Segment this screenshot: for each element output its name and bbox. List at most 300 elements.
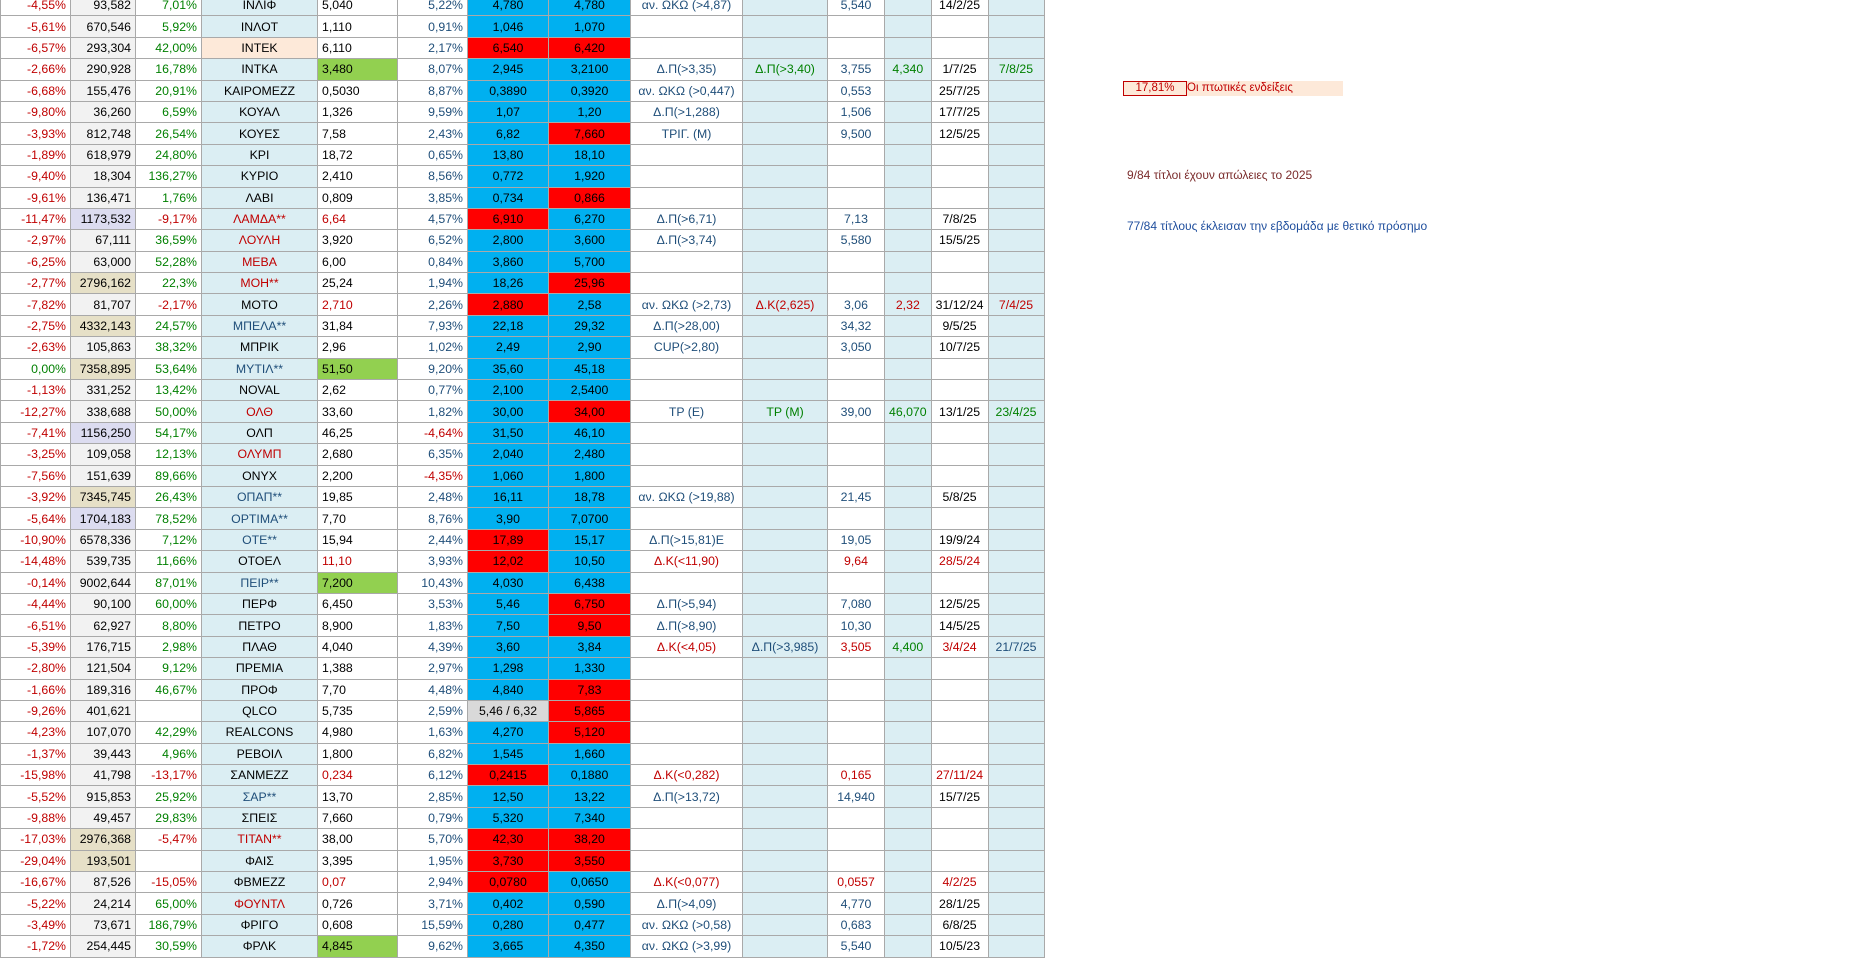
ytd-change-cell[interactable]: -3,49% [1, 914, 71, 935]
pattern-cell[interactable]: Δ.Π(>6,71) [631, 208, 743, 229]
pattern-cell[interactable]: Δ.Π(>28,00) [631, 315, 743, 336]
year-return-cell[interactable]: -2,17% [136, 294, 202, 315]
pattern2-cell[interactable] [743, 80, 828, 101]
pattern2-cell[interactable] [743, 936, 828, 957]
target-cell[interactable]: 7,080 [828, 593, 885, 614]
date2-cell[interactable] [988, 850, 1044, 871]
date-cell[interactable]: 5/8/25 [931, 486, 988, 507]
pattern-cell[interactable]: Δ.Κ(<0,282) [631, 765, 743, 786]
ticker-cell[interactable]: ΜΟΗ** [202, 273, 318, 294]
week-change-cell[interactable]: 1,63% [398, 722, 468, 743]
ytd-change-cell[interactable]: -7,41% [1, 422, 71, 443]
target-cell[interactable]: 3,050 [828, 337, 885, 358]
target2-cell[interactable] [885, 208, 932, 229]
pattern-cell[interactable] [631, 700, 743, 721]
resistance-cell[interactable]: 7,340 [549, 807, 631, 828]
year-return-cell[interactable] [136, 850, 202, 871]
pattern-cell[interactable]: αν. ΩΚΩ (>0,447) [631, 80, 743, 101]
date-cell[interactable]: 15/5/25 [931, 230, 988, 251]
target2-cell[interactable] [885, 465, 932, 486]
close-price-cell[interactable]: 11,10 [318, 551, 398, 572]
resistance-cell[interactable]: 18,78 [549, 486, 631, 507]
date2-cell[interactable] [988, 444, 1044, 465]
year-return-cell[interactable]: 89,66% [136, 465, 202, 486]
resistance-cell[interactable]: 0,0650 [549, 872, 631, 893]
close-price-cell[interactable]: 0,07 [318, 872, 398, 893]
year-return-cell[interactable]: -15,05% [136, 872, 202, 893]
target-cell[interactable] [828, 422, 885, 443]
year-return-cell[interactable]: 36,59% [136, 230, 202, 251]
year-return-cell[interactable]: 7,01% [136, 0, 202, 16]
year-return-cell[interactable]: -13,17% [136, 765, 202, 786]
pattern2-cell[interactable] [743, 444, 828, 465]
support-cell[interactable]: 6,910 [468, 208, 549, 229]
resistance-cell[interactable]: 0,866 [549, 187, 631, 208]
target-cell[interactable]: 19,05 [828, 529, 885, 550]
volume-cell[interactable]: 915,853 [71, 786, 136, 807]
pattern2-cell[interactable] [743, 208, 828, 229]
ytd-change-cell[interactable]: -1,72% [1, 936, 71, 957]
date-cell[interactable] [931, 658, 988, 679]
pattern-cell[interactable]: ΤΡ (Ε) [631, 401, 743, 422]
pattern2-cell[interactable] [743, 144, 828, 165]
resistance-cell[interactable]: 7,660 [549, 123, 631, 144]
ytd-change-cell[interactable]: -0,14% [1, 572, 71, 593]
date2-cell[interactable] [988, 829, 1044, 850]
ticker-cell[interactable]: ΛΟΥΛΗ [202, 230, 318, 251]
date2-cell[interactable] [988, 337, 1044, 358]
year-return-cell[interactable]: 1,76% [136, 187, 202, 208]
support-cell[interactable]: 35,60 [468, 358, 549, 379]
target2-cell[interactable] [885, 700, 932, 721]
pattern2-cell[interactable] [743, 658, 828, 679]
support-cell[interactable]: 3,730 [468, 850, 549, 871]
year-return-cell[interactable]: 22,3% [136, 273, 202, 294]
target-cell[interactable]: 14,940 [828, 786, 885, 807]
volume-cell[interactable]: 7358,895 [71, 358, 136, 379]
target2-cell[interactable] [885, 658, 932, 679]
target-cell[interactable] [828, 508, 885, 529]
year-return-cell[interactable]: -5,47% [136, 829, 202, 850]
pattern-cell[interactable]: Δ.Π(>8,90) [631, 615, 743, 636]
volume-cell[interactable]: 2976,368 [71, 829, 136, 850]
target-cell[interactable] [828, 722, 885, 743]
pattern2-cell[interactable] [743, 722, 828, 743]
close-price-cell[interactable]: 2,96 [318, 337, 398, 358]
year-return-cell[interactable]: 52,28% [136, 251, 202, 272]
target-cell[interactable]: 5,580 [828, 230, 885, 251]
support-cell[interactable]: 5,46 / 6,32 [468, 700, 549, 721]
volume-cell[interactable]: 67,111 [71, 230, 136, 251]
date-cell[interactable] [931, 850, 988, 871]
support-cell[interactable]: 5,46 [468, 593, 549, 614]
week-change-cell[interactable]: 1,83% [398, 615, 468, 636]
close-price-cell[interactable]: 6,110 [318, 37, 398, 58]
ytd-change-cell[interactable]: -14,48% [1, 551, 71, 572]
ytd-change-cell[interactable]: -9,80% [1, 101, 71, 122]
resistance-cell[interactable]: 7,0700 [549, 508, 631, 529]
week-change-cell[interactable]: 6,12% [398, 765, 468, 786]
pattern2-cell[interactable] [743, 872, 828, 893]
date-cell[interactable] [931, 380, 988, 401]
date2-cell[interactable] [988, 658, 1044, 679]
date2-cell[interactable] [988, 679, 1044, 700]
year-return-cell[interactable]: 30,59% [136, 936, 202, 957]
week-change-cell[interactable]: 4,48% [398, 679, 468, 700]
target-cell[interactable]: 3,06 [828, 294, 885, 315]
year-return-cell[interactable]: 50,00% [136, 401, 202, 422]
ytd-change-cell[interactable]: -6,68% [1, 80, 71, 101]
resistance-cell[interactable]: 6,750 [549, 593, 631, 614]
pattern-cell[interactable]: Δ.Π(>4,09) [631, 893, 743, 914]
close-price-cell[interactable]: 3,920 [318, 230, 398, 251]
target-cell[interactable] [828, 251, 885, 272]
target-cell[interactable]: 0,553 [828, 80, 885, 101]
date2-cell[interactable] [988, 380, 1044, 401]
close-price-cell[interactable]: 18,72 [318, 144, 398, 165]
date2-cell[interactable] [988, 807, 1044, 828]
negative-percentage-cell[interactable]: 17,81% [1123, 81, 1187, 96]
ticker-cell[interactable]: ΟΠΑΠ** [202, 486, 318, 507]
target2-cell[interactable] [885, 829, 932, 850]
close-price-cell[interactable]: 2,410 [318, 166, 398, 187]
support-cell[interactable]: 5,320 [468, 807, 549, 828]
pattern-cell[interactable] [631, 358, 743, 379]
close-price-cell[interactable]: 7,58 [318, 123, 398, 144]
week-change-cell[interactable]: 6,52% [398, 230, 468, 251]
ytd-change-cell[interactable]: -2,75% [1, 315, 71, 336]
ytd-change-cell[interactable]: 0,00% [1, 358, 71, 379]
resistance-cell[interactable]: 1,330 [549, 658, 631, 679]
close-price-cell[interactable]: 0,726 [318, 893, 398, 914]
close-price-cell[interactable]: 1,800 [318, 743, 398, 764]
ticker-cell[interactable]: ΜΥΤΙΛ** [202, 358, 318, 379]
support-cell[interactable]: 3,60 [468, 636, 549, 657]
week-change-cell[interactable]: 6,35% [398, 444, 468, 465]
year-return-cell[interactable]: 9,12% [136, 658, 202, 679]
target2-cell[interactable] [885, 743, 932, 764]
ticker-cell[interactable]: ΟΛΥΜΠ [202, 444, 318, 465]
pattern2-cell[interactable] [743, 893, 828, 914]
week-change-cell[interactable]: 0,84% [398, 251, 468, 272]
ytd-change-cell[interactable]: -10,90% [1, 529, 71, 550]
close-price-cell[interactable]: 2,200 [318, 465, 398, 486]
close-price-cell[interactable]: 7,200 [318, 572, 398, 593]
ticker-cell[interactable]: ΚΑΙΡΟΜΕΖΖ [202, 80, 318, 101]
ticker-cell[interactable]: ΙΝΛΙΦ [202, 0, 318, 16]
week-change-cell[interactable]: 2,59% [398, 700, 468, 721]
volume-cell[interactable]: 87,526 [71, 872, 136, 893]
ticker-cell[interactable]: ΠΡΟΦ [202, 679, 318, 700]
pattern-cell[interactable]: Δ.Π(>3,35) [631, 59, 743, 80]
support-cell[interactable]: 4,030 [468, 572, 549, 593]
pattern2-cell[interactable] [743, 0, 828, 16]
support-cell[interactable]: 0,734 [468, 187, 549, 208]
close-price-cell[interactable]: 31,84 [318, 315, 398, 336]
year-return-cell[interactable]: 78,52% [136, 508, 202, 529]
support-cell[interactable]: 2,100 [468, 380, 549, 401]
ytd-change-cell[interactable]: -2,77% [1, 273, 71, 294]
year-return-cell[interactable]: 2,98% [136, 636, 202, 657]
resistance-cell[interactable]: 3,84 [549, 636, 631, 657]
close-price-cell[interactable]: 46,25 [318, 422, 398, 443]
pattern2-cell[interactable] [743, 765, 828, 786]
week-change-cell[interactable]: 3,85% [398, 187, 468, 208]
support-cell[interactable]: 12,02 [468, 551, 549, 572]
target-cell[interactable] [828, 807, 885, 828]
volume-cell[interactable]: 93,582 [71, 0, 136, 16]
date-cell[interactable] [931, 16, 988, 37]
volume-cell[interactable]: 812,748 [71, 123, 136, 144]
volume-cell[interactable]: 1173,532 [71, 208, 136, 229]
pattern-cell[interactable]: Δ.Κ(<4,05) [631, 636, 743, 657]
target-cell[interactable]: 9,64 [828, 551, 885, 572]
target-cell[interactable] [828, 166, 885, 187]
ticker-cell[interactable]: ΦΡΛΚ [202, 936, 318, 957]
pattern2-cell[interactable] [743, 230, 828, 251]
pattern-cell[interactable] [631, 658, 743, 679]
target2-cell[interactable]: 2,32 [885, 294, 932, 315]
week-change-cell[interactable]: 9,20% [398, 358, 468, 379]
target2-cell[interactable] [885, 765, 932, 786]
target-cell[interactable] [828, 144, 885, 165]
week-change-cell[interactable]: -4,35% [398, 465, 468, 486]
year-return-cell[interactable]: 38,32% [136, 337, 202, 358]
target-cell[interactable] [828, 829, 885, 850]
year-return-cell[interactable]: 65,00% [136, 893, 202, 914]
target-cell[interactable]: 4,770 [828, 893, 885, 914]
pattern2-cell[interactable] [743, 465, 828, 486]
year-return-cell[interactable]: 24,57% [136, 315, 202, 336]
resistance-cell[interactable]: 0,590 [549, 893, 631, 914]
date2-cell[interactable] [988, 508, 1044, 529]
support-cell[interactable]: 2,880 [468, 294, 549, 315]
ytd-change-cell[interactable]: -3,92% [1, 486, 71, 507]
year-return-cell[interactable]: 29,83% [136, 807, 202, 828]
pattern-cell[interactable] [631, 508, 743, 529]
pattern2-cell[interactable] [743, 829, 828, 850]
date2-cell[interactable] [988, 315, 1044, 336]
ytd-change-cell[interactable]: -29,04% [1, 850, 71, 871]
close-price-cell[interactable]: 33,60 [318, 401, 398, 422]
close-price-cell[interactable]: 51,50 [318, 358, 398, 379]
date2-cell[interactable] [988, 872, 1044, 893]
year-return-cell[interactable]: 87,01% [136, 572, 202, 593]
date-cell[interactable] [931, 187, 988, 208]
volume-cell[interactable]: 24,214 [71, 893, 136, 914]
ticker-cell[interactable]: ΟΝΥΧ [202, 465, 318, 486]
pattern-cell[interactable] [631, 679, 743, 700]
support-cell[interactable]: 18,26 [468, 273, 549, 294]
ytd-change-cell[interactable]: -5,52% [1, 786, 71, 807]
target2-cell[interactable] [885, 722, 932, 743]
week-change-cell[interactable]: 3,53% [398, 593, 468, 614]
target2-cell[interactable] [885, 80, 932, 101]
date2-cell[interactable] [988, 16, 1044, 37]
date-cell[interactable]: 17/7/25 [931, 101, 988, 122]
date-cell[interactable] [931, 273, 988, 294]
close-price-cell[interactable]: 6,00 [318, 251, 398, 272]
resistance-cell[interactable]: 4,350 [549, 936, 631, 957]
date2-cell[interactable]: 7/4/25 [988, 294, 1044, 315]
ticker-cell[interactable]: ΠΕΡΦ [202, 593, 318, 614]
date2-cell[interactable] [988, 358, 1044, 379]
ytd-change-cell[interactable]: -1,89% [1, 144, 71, 165]
resistance-cell[interactable]: 5,700 [549, 251, 631, 272]
resistance-cell[interactable]: 0,3920 [549, 80, 631, 101]
ticker-cell[interactable]: ΦΒΜΕΖΖ [202, 872, 318, 893]
volume-cell[interactable]: 1156,250 [71, 422, 136, 443]
week-change-cell[interactable]: 9,59% [398, 101, 468, 122]
ticker-cell[interactable]: ΙΝΛΟΤ [202, 16, 318, 37]
resistance-cell[interactable]: 38,20 [549, 829, 631, 850]
resistance-cell[interactable]: 5,865 [549, 700, 631, 721]
date2-cell[interactable] [988, 700, 1044, 721]
pattern2-cell[interactable] [743, 807, 828, 828]
resistance-cell[interactable]: 3,550 [549, 850, 631, 871]
support-cell[interactable]: 1,07 [468, 101, 549, 122]
volume-cell[interactable]: 290,928 [71, 59, 136, 80]
date2-cell[interactable] [988, 914, 1044, 935]
ytd-change-cell[interactable]: -5,22% [1, 893, 71, 914]
resistance-cell[interactable]: 34,00 [549, 401, 631, 422]
support-cell[interactable]: 13,80 [468, 144, 549, 165]
target-cell[interactable] [828, 37, 885, 58]
ytd-change-cell[interactable]: -16,67% [1, 872, 71, 893]
date-cell[interactable]: 27/11/24 [931, 765, 988, 786]
pattern2-cell[interactable]: ΤΡ (Μ) [743, 401, 828, 422]
support-cell[interactable]: 7,50 [468, 615, 549, 636]
date-cell[interactable]: 10/5/23 [931, 936, 988, 957]
volume-cell[interactable]: 151,639 [71, 465, 136, 486]
support-cell[interactable]: 0,0780 [468, 872, 549, 893]
year-return-cell[interactable]: 26,43% [136, 486, 202, 507]
year-return-cell[interactable]: 20,91% [136, 80, 202, 101]
volume-cell[interactable]: 136,471 [71, 187, 136, 208]
target-cell[interactable]: 34,32 [828, 315, 885, 336]
resistance-cell[interactable]: 1,660 [549, 743, 631, 764]
date-cell[interactable] [931, 251, 988, 272]
target2-cell[interactable] [885, 380, 932, 401]
date2-cell[interactable] [988, 743, 1044, 764]
pattern-cell[interactable] [631, 444, 743, 465]
ytd-change-cell[interactable]: -6,51% [1, 615, 71, 636]
close-price-cell[interactable]: 3,395 [318, 850, 398, 871]
ytd-change-cell[interactable]: -3,93% [1, 123, 71, 144]
target2-cell[interactable] [885, 872, 932, 893]
week-change-cell[interactable]: 7,93% [398, 315, 468, 336]
volume-cell[interactable]: 6578,336 [71, 529, 136, 550]
resistance-cell[interactable]: 4,780 [549, 0, 631, 16]
pattern-cell[interactable]: Δ.Π(>1,288) [631, 101, 743, 122]
year-return-cell[interactable]: 186,79% [136, 914, 202, 935]
target2-cell[interactable] [885, 230, 932, 251]
ytd-change-cell[interactable]: -9,88% [1, 807, 71, 828]
resistance-cell[interactable]: 1,070 [549, 16, 631, 37]
support-cell[interactable]: 0,280 [468, 914, 549, 935]
volume-cell[interactable]: 121,504 [71, 658, 136, 679]
target-cell[interactable]: 21,45 [828, 486, 885, 507]
ticker-cell[interactable]: ΙΝΤΕΚ [202, 37, 318, 58]
resistance-cell[interactable]: 1,800 [549, 465, 631, 486]
year-return-cell[interactable]: 4,96% [136, 743, 202, 764]
target-cell[interactable] [828, 679, 885, 700]
year-return-cell[interactable]: 42,29% [136, 722, 202, 743]
support-cell[interactable]: 16,11 [468, 486, 549, 507]
ticker-cell[interactable]: ΣΠΕΙΣ [202, 807, 318, 828]
resistance-cell[interactable]: 7,83 [549, 679, 631, 700]
date-cell[interactable] [931, 465, 988, 486]
date2-cell[interactable]: 7/8/25 [988, 59, 1044, 80]
ytd-change-cell[interactable]: -4,23% [1, 722, 71, 743]
ticker-cell[interactable]: ΟΛΘ [202, 401, 318, 422]
volume-cell[interactable]: 670,546 [71, 16, 136, 37]
close-price-cell[interactable]: 25,24 [318, 273, 398, 294]
year-return-cell[interactable]: 7,12% [136, 529, 202, 550]
date-cell[interactable]: 6/8/25 [931, 914, 988, 935]
date2-cell[interactable] [988, 144, 1044, 165]
year-return-cell[interactable]: 12,13% [136, 444, 202, 465]
pattern-cell[interactable] [631, 807, 743, 828]
week-change-cell[interactable]: 1,95% [398, 850, 468, 871]
pattern-cell[interactable]: CUP(>2,80) [631, 337, 743, 358]
support-cell[interactable]: 2,945 [468, 59, 549, 80]
close-price-cell[interactable]: 1,388 [318, 658, 398, 679]
week-change-cell[interactable]: 2,48% [398, 486, 468, 507]
year-return-cell[interactable]: 16,78% [136, 59, 202, 80]
ticker-cell[interactable]: ΟΤΟΕΛ [202, 551, 318, 572]
pattern2-cell[interactable] [743, 486, 828, 507]
ticker-cell[interactable]: ΦΑΙΣ [202, 850, 318, 871]
target2-cell[interactable] [885, 273, 932, 294]
pattern-cell[interactable]: Δ.Π(>5,94) [631, 593, 743, 614]
support-cell[interactable]: 6,540 [468, 37, 549, 58]
support-cell[interactable]: 3,90 [468, 508, 549, 529]
ytd-change-cell[interactable]: -1,66% [1, 679, 71, 700]
pattern-cell[interactable] [631, 850, 743, 871]
pattern2-cell[interactable] [743, 123, 828, 144]
week-change-cell[interactable]: 3,71% [398, 893, 468, 914]
pattern2-cell[interactable] [743, 37, 828, 58]
ytd-change-cell[interactable]: -4,44% [1, 593, 71, 614]
volume-cell[interactable]: 254,445 [71, 936, 136, 957]
ticker-cell[interactable]: QLCO [202, 700, 318, 721]
date2-cell[interactable] [988, 37, 1044, 58]
close-price-cell[interactable]: 0,234 [318, 765, 398, 786]
target2-cell[interactable] [885, 786, 932, 807]
pattern-cell[interactable] [631, 380, 743, 401]
ticker-cell[interactable]: ΠΡΕΜΙΑ [202, 658, 318, 679]
target2-cell[interactable] [885, 572, 932, 593]
ytd-change-cell[interactable]: -9,26% [1, 700, 71, 721]
week-change-cell[interactable]: 8,87% [398, 80, 468, 101]
target2-cell[interactable]: 4,400 [885, 636, 932, 657]
ytd-change-cell[interactable]: -9,61% [1, 187, 71, 208]
date2-cell[interactable] [988, 722, 1044, 743]
ticker-cell[interactable]: ΟΤΕ** [202, 529, 318, 550]
close-price-cell[interactable]: 0,809 [318, 187, 398, 208]
week-change-cell[interactable]: 2,97% [398, 658, 468, 679]
date2-cell[interactable] [988, 936, 1044, 957]
ytd-change-cell[interactable]: -6,25% [1, 251, 71, 272]
date-cell[interactable]: 31/12/24 [931, 294, 988, 315]
resistance-cell[interactable]: 6,270 [549, 208, 631, 229]
pattern-cell[interactable] [631, 187, 743, 208]
year-return-cell[interactable]: 6,59% [136, 101, 202, 122]
target2-cell[interactable] [885, 422, 932, 443]
resistance-cell[interactable]: 1,920 [549, 166, 631, 187]
support-cell[interactable]: 3,860 [468, 251, 549, 272]
